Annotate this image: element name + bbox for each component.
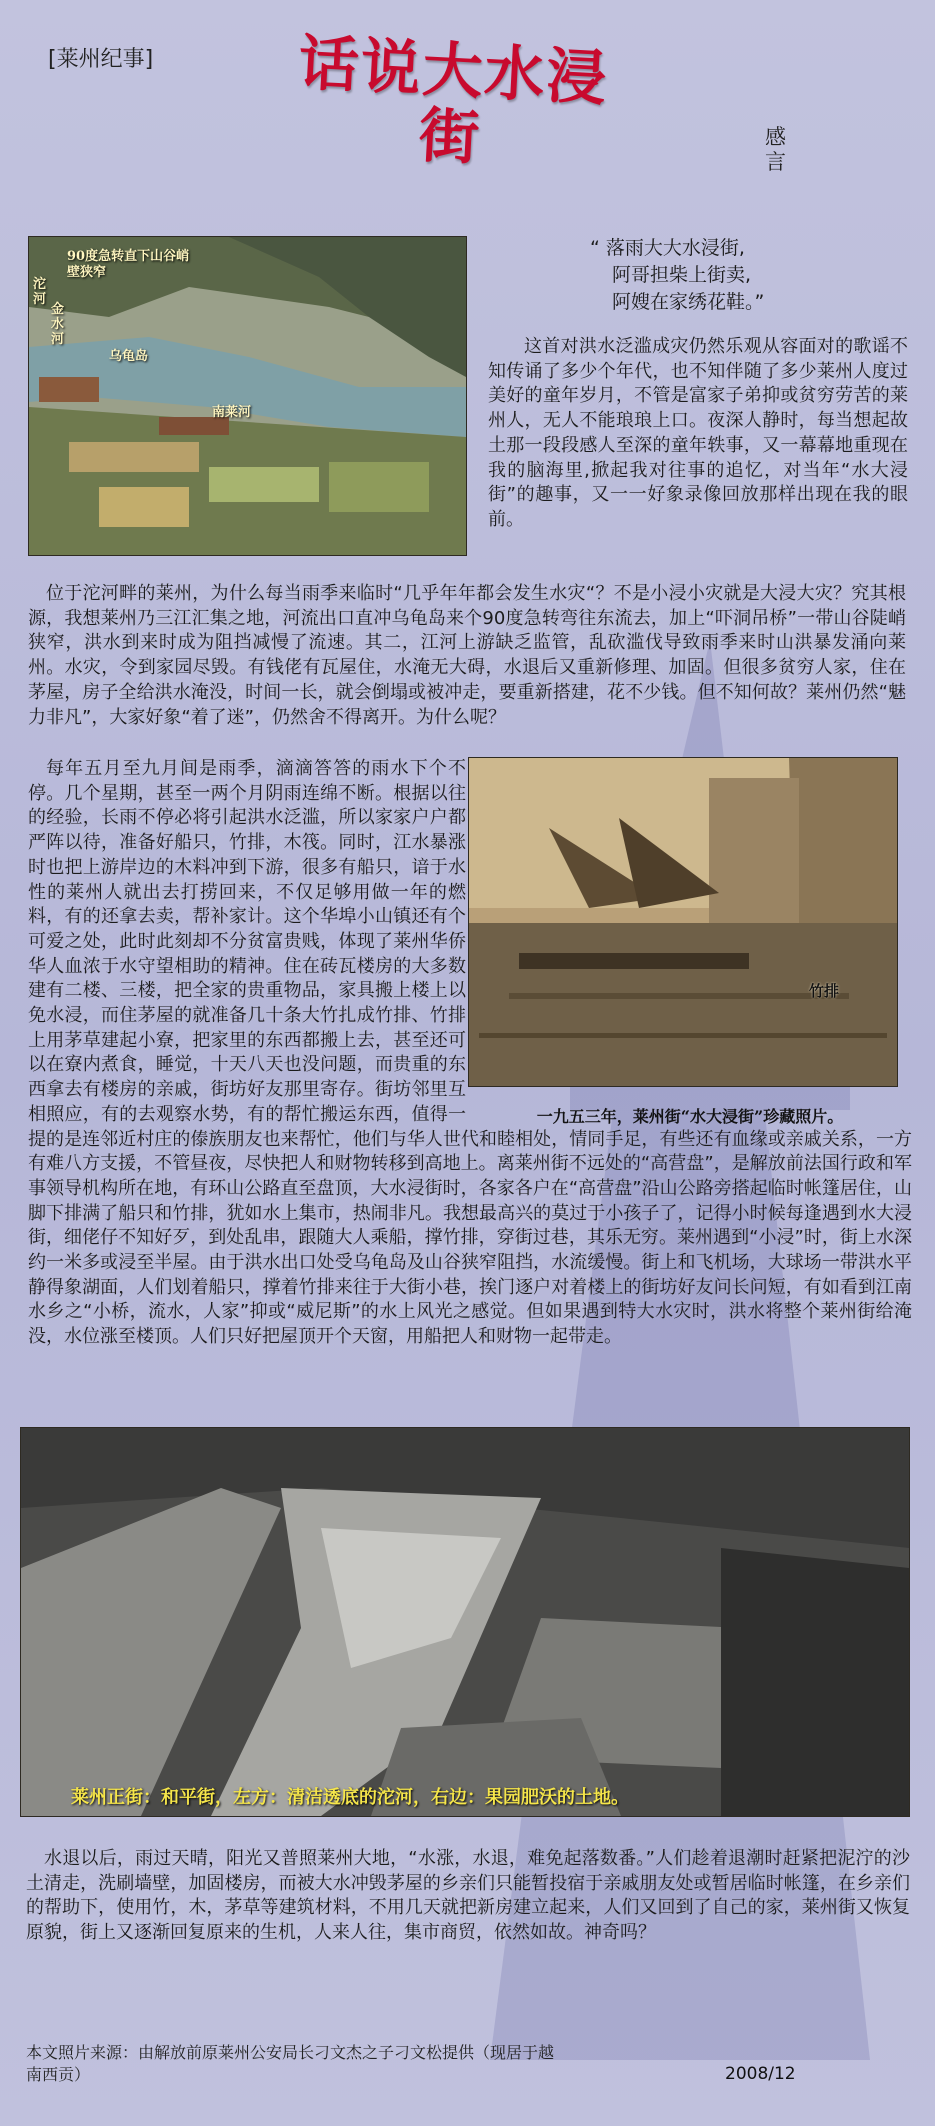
photo2-float-spacer [466,757,912,1109]
paragraph-why: 位于沱河畔的莱州，为什么每当雨季来临时“几乎年年都会发生水灾“？不是小浸小灾就是大浸大灾？究其根源，我想莱州乃三江汇集之地，河流出口直冲乌龟岛来个90度急转弯往东流去，加上“吓洞吊桥”一带山谷陡峭狭窄，洪水到来时成为阻挡减慢了流速。其二，江河上游缺乏监管，乱砍滥伐导致雨季来时山洪暴发涌向莱州。水灾，令到家园尽毁。有钱佬有瓦屋住，水淹无大碍，水退后又重新修理、加固。但很多贫穷人家，住在茅屋，房子全给洪水淹没，时间一长，就会倒塌或被冲走，要重新搭建，花不少钱。但不知何故？莱州仍然“魅力非凡”，大家好象“着了迷”，仍然舍不得离开。为什么呢？ [28,583,906,728]
river-landscape-image [29,237,466,555]
paragraph-flood: 每年五月至九月间是雨季，滴滴答答的雨水下个不停。几个星期，甚至一两个月阴雨连绵不断。根据以往的经验，长雨不停必将引起洪水泛滥，所以家家户户都严阵以待，准备好船只，竹排，木筏。同时，江水暴涨时也把上游岸边的木料冲到下游，很多有船只，谙于水性的莱州人就出去打捞回来，不仅足够用做一年的燃料，有的还拿去卖，帮补家计。这个华埠小山镇还有个可爱之处，此时此刻却不分贫富贵贱，体现了莱州华侨华人血浓于水守望相助的精神。住在砖瓦楼房的大多数建有二楼、三楼，把全家的贵重物品，家具搬上楼上以免水浸，而住茅屋的就准备几十条大竹扎成竹排、竹排上用茅草建起小寮，把家里的东西都搬上去，甚至还可以在寮内煮食，睡觉，十天八天也没问题，而贵重的东西拿去有楼房的亲戚，街坊好友那里寄存。街坊邻里互相照应，有的去观察水势，有的帮忙搬运东西，值得一提的是连邻近村庄的傣族朋友也来帮忙，他们与华人世代和睦相处，情同手足，有些还有血缘或亲戚关系，一方有难八方支援，不管昼夜，尽快把人和财物转移到高地上。离莱州街不远处的“高营盘”，是解放前法国行政和军事领导机构所在地，有环山公路直至盘顶，大水浸街时，各家各户在“高营盘”沿山公路旁搭起临时帐篷居住，山脚下排满了船只和竹排，犹如水上集市，热闹非凡。我想最高兴的莫过于小孩子了，记得小时候每逢遇到水大浸街，细佬仔不知好歹，到处乱串，跟随大人乘船，撑竹排，穿街过巷，其乐无穷。莱州遇到“小浸”时，街上水深约一米多或浸至半屋。由于洪水出口处受乌龟岛及山谷狭窄阻挡，水流缓慢。街上和飞机场，大球场一带洪水平静得象湖面，人们划着船只，撑着竹排来往于大街小巷，挨门逐户对着楼上的街坊好友问长问短，有如看到江南水乡之“小桥，流水，人家”抑或“威尼斯”的水上风光之感觉。但如果遇到特大水灾时，洪水将整个莱州街给淹没，水位涨至楼顶。人们只好把屋顶开个天窗，用船把人和财物一起带走。 [28,758,912,1348]
aerial-view-image [21,1428,909,1816]
photo-aerial-street [20,1427,910,1817]
photo-credit: 本文照片来源：由解放前原莱州公安局长刁文杰之子刁文松提供（现居于越南西贡） [26,2043,555,2084]
paragraph-recovery: 水退以后，雨过天晴，阳光又普照莱州大地，“水涨，水退，难免起落数番。”人们趁着退潮时赶紧把泥泞的沙土清走，洗刷墙壁，加固楼房，而被大水冲毁茅屋的乡亲们只能暂投宿于亲戚朋友处或暂居临时帐篷，在乡亲们的帮助下，使用竹，木，茅草等建筑材料，不用几天就把新房建立起来，人们又回到了自己的家，莱州街又恢复原貌，街上又逐渐回复原来的生机，人来人往，集市商贸，依然如故。神奇吗？ [26,1848,910,1944]
byline: 感言 [765,125,786,174]
photo2-label-bamboo-raft: 竹排 [809,982,840,1000]
photo1-label-jinshui-river: 金水河 [51,302,65,347]
publish-date: 2008/12 [725,2064,796,2084]
photo1-label-bend: 90度急转直下山谷峭壁狭窄 [67,249,190,280]
photo1-label-tuo-river: 沱河 [33,277,47,307]
page-title: 话说大水浸街 [296,28,611,174]
paragraph-intro: 这首对洪水泛滥成灾仍然乐观从容面对的歌谣不知传诵了多少个年代，也不知伴随了多少莱州人度过美好的童年岁月，不管是富家子弟抑或贫穷劳苦的莱州人，无人不能琅琅上口。夜深人静时，每当想起故土那一段段感人至深的童年轶事，又一幕幕地重现在我的脑海里,掀起我对往事的追忆，对当年“水大浸街”的趣事，又一一好象录像回放那样出现在我的眼前。 [488,336,908,530]
photo-river-junction [28,236,467,556]
poem-line: 阿哥担柴上街卖, [612,264,752,286]
paragraph-flood-wrap [28,757,912,1350]
photo2-caption: 一九五三年，莱州街“水大浸街”珍藏照片。 [536,1107,844,1126]
poem-line: “ 落雨大大水浸街, [590,237,745,259]
column-tag: [莱州纪事] [48,47,154,72]
photo3-caption: 莱州正街：和平街，左方：清洁透底的沱河，右边：果园肥沃的土地。 [71,1787,629,1808]
photo1-label-nanlai-river: 南莱河 [212,405,252,420]
photo1-label-island: 乌龟岛 [109,349,149,364]
poem-line: 阿嫂在家绣花鞋。” [612,291,765,313]
poem-block [590,235,890,316]
